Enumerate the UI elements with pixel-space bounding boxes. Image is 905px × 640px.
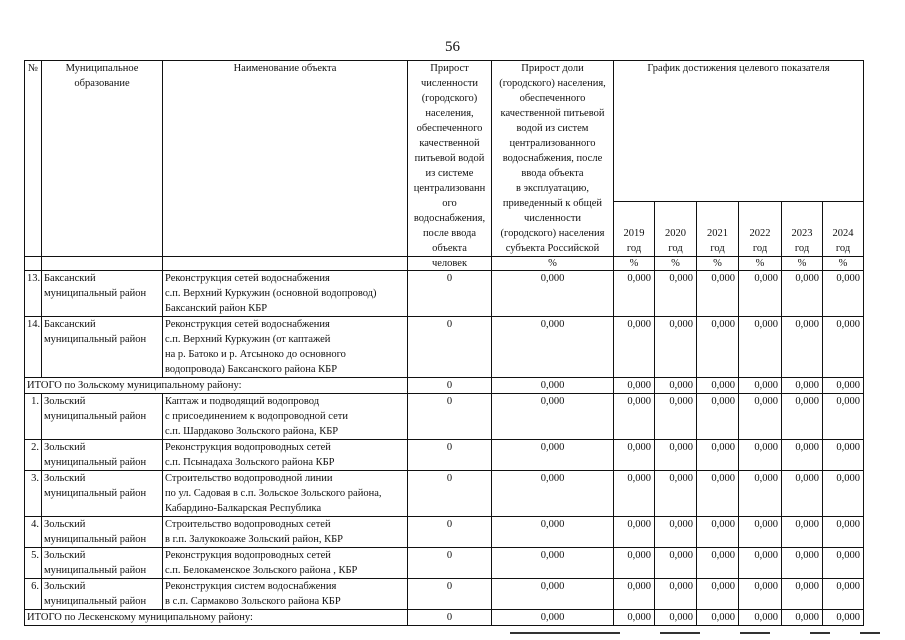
table-row: [25, 517, 864, 548]
header-population-increase: Прирост численности (городского) населения, обеспеченного качественной питьевой водой из системе централизованн ого водоснабжения, после ввода объекта: [408, 61, 492, 257]
header-object: Наименование объекта: [163, 61, 408, 257]
year-value-cell: 0,000: [655, 271, 697, 317]
population-cell: 0: [408, 610, 492, 626]
year-value-cell: 0,000: [697, 517, 739, 548]
page-number: 56: [445, 39, 460, 55]
header-year-2021: 2021 год: [697, 202, 739, 257]
year-value-cell: 0,000: [823, 579, 864, 610]
row-number: 13.: [25, 271, 42, 317]
scan-marks: [510, 632, 880, 635]
share-cell: 0,000: [492, 394, 614, 440]
table-row: [25, 440, 864, 471]
population-cell: 0: [408, 579, 492, 610]
year-value-cell: 0,000: [655, 579, 697, 610]
year-value-cell: 0,000: [823, 394, 864, 440]
unit-cell: %: [492, 257, 614, 271]
municipality-cell: Зольский муниципальный район: [42, 394, 163, 440]
row-number: 2.: [25, 440, 42, 471]
year-value-cell: 0,000: [655, 394, 697, 440]
year-value-cell: 0,000: [655, 517, 697, 548]
municipality-cell: Зольский муниципальный район: [42, 579, 163, 610]
header-year-2020: 2020 год: [655, 202, 697, 257]
year-value-cell: 0,000: [697, 317, 739, 378]
year-value-cell: 0,000: [614, 610, 655, 626]
municipality-cell: Баксанский муниципальный район: [42, 271, 163, 317]
year-value-cell: 0,000: [614, 548, 655, 579]
year-value-cell: 0,000: [697, 471, 739, 517]
year-value-cell: 0,000: [655, 440, 697, 471]
target-indicator-table: [24, 60, 864, 626]
year-value-cell: 0,000: [823, 378, 864, 394]
table-body: [25, 271, 864, 626]
year-value-cell: 0,000: [823, 517, 864, 548]
year-value-cell: 0,000: [782, 517, 823, 548]
total-label: ИТОГО по Зольскому муниципальному району:: [25, 378, 408, 394]
year-value-cell: 0,000: [739, 548, 782, 579]
total-row: [25, 378, 864, 394]
year-value-cell: 0,000: [782, 610, 823, 626]
table-row: [25, 579, 864, 610]
year-value-cell: 0,000: [697, 394, 739, 440]
share-cell: 0,000: [492, 548, 614, 579]
row-number: 5.: [25, 548, 42, 579]
year-value-cell: 0,000: [782, 440, 823, 471]
year-value-cell: 0,000: [739, 440, 782, 471]
year-value-cell: 0,000: [823, 471, 864, 517]
unit-cell: %: [655, 257, 697, 271]
year-value-cell: 0,000: [697, 440, 739, 471]
unit-cell: %: [739, 257, 782, 271]
share-cell: 0,000: [492, 271, 614, 317]
total-row: [25, 610, 864, 626]
header-year-2022: 2022 год: [739, 202, 782, 257]
year-value-cell: 0,000: [614, 517, 655, 548]
object-name-cell: Реконструкция водопроводных сетей с.п. Псынадаха Зольского района КБР: [163, 440, 408, 471]
table-row: [25, 471, 864, 517]
year-value-cell: 0,000: [739, 271, 782, 317]
year-value-cell: 0,000: [823, 610, 864, 626]
year-value-cell: 0,000: [739, 394, 782, 440]
header-year-2019: 2019 год: [614, 202, 655, 257]
header-share-increase: Прирост доли (городского) населения, обеспеченного качественной питьевой водой из систем централизованного водоснабжения, после ввода объекта в эксплуатацию, приведенный к общей численности (городского) населения субъекта Российской: [492, 61, 614, 257]
header-municipality: Муниципальное образование: [42, 61, 163, 257]
row-number: 4.: [25, 517, 42, 548]
year-value-cell: 0,000: [782, 548, 823, 579]
year-value-cell: 0,000: [655, 471, 697, 517]
year-value-cell: 0,000: [823, 440, 864, 471]
municipality-cell: Зольский муниципальный район: [42, 548, 163, 579]
year-value-cell: 0,000: [655, 548, 697, 579]
municipality-cell: Зольский муниципальный район: [42, 440, 163, 471]
unit-cell: %: [697, 257, 739, 271]
year-value-cell: 0,000: [614, 471, 655, 517]
year-value-cell: 0,000: [739, 378, 782, 394]
share-cell: 0,000: [492, 471, 614, 517]
share-cell: 0,000: [492, 610, 614, 626]
year-value-cell: 0,000: [655, 317, 697, 378]
year-value-cell: 0,000: [697, 271, 739, 317]
year-value-cell: 0,000: [739, 579, 782, 610]
population-cell: 0: [408, 517, 492, 548]
year-value-cell: 0,000: [782, 271, 823, 317]
municipality-cell: Баксанский муниципальный район: [42, 317, 163, 378]
share-cell: 0,000: [492, 579, 614, 610]
year-value-cell: 0,000: [782, 378, 823, 394]
header-year-2024: 2024 год: [823, 202, 864, 257]
row-number: 1.: [25, 394, 42, 440]
object-name-cell: Каптаж и подводящий водопровод с присоединением к водопроводной сети с.п. Шардаково Зольского района, КБР: [163, 394, 408, 440]
header-schedule: График достижения целевого показателя: [614, 61, 864, 202]
year-value-cell: 0,000: [614, 394, 655, 440]
table-row: [25, 271, 864, 317]
year-value-cell: 0,000: [782, 579, 823, 610]
year-value-cell: 0,000: [655, 378, 697, 394]
year-value-cell: 0,000: [655, 610, 697, 626]
share-cell: 0,000: [492, 440, 614, 471]
total-label: ИТОГО по Лескенскому муниципальному району:: [25, 610, 408, 626]
unit-cell: %: [614, 257, 655, 271]
year-value-cell: 0,000: [739, 317, 782, 378]
object-name-cell: Реконструкция водопроводных сетей с.п. Белокаменское Зольского района , КБР: [163, 548, 408, 579]
year-value-cell: 0,000: [697, 548, 739, 579]
population-cell: 0: [408, 271, 492, 317]
object-name-cell: Строительство водопроводных сетей в г.п. Залукокоаже Зольский район, КБР: [163, 517, 408, 548]
table-row: [25, 394, 864, 440]
unit-cell: %: [782, 257, 823, 271]
year-value-cell: 0,000: [782, 394, 823, 440]
year-value-cell: 0,000: [614, 579, 655, 610]
year-value-cell: 0,000: [823, 271, 864, 317]
year-value-cell: 0,000: [614, 271, 655, 317]
year-value-cell: 0,000: [614, 378, 655, 394]
year-value-cell: 0,000: [782, 471, 823, 517]
population-cell: 0: [408, 378, 492, 394]
object-name-cell: Реконструкция сетей водоснабжения с.п. Верхний Куркужин (основной водопровод) Баксанский район КБР: [163, 271, 408, 317]
population-cell: 0: [408, 548, 492, 579]
year-value-cell: 0,000: [782, 317, 823, 378]
table-row: [25, 548, 864, 579]
unit-cell: %: [823, 257, 864, 271]
row-number: 6.: [25, 579, 42, 610]
year-value-cell: 0,000: [697, 378, 739, 394]
municipality-cell: Зольский муниципальный район: [42, 471, 163, 517]
row-number: 14.: [25, 317, 42, 378]
year-value-cell: 0,000: [739, 610, 782, 626]
year-value-cell: 0,000: [739, 471, 782, 517]
share-cell: 0,000: [492, 317, 614, 378]
share-cell: 0,000: [492, 517, 614, 548]
table-row: [25, 317, 864, 378]
year-value-cell: 0,000: [739, 517, 782, 548]
year-value-cell: 0,000: [823, 548, 864, 579]
population-cell: 0: [408, 440, 492, 471]
units-row: [25, 257, 864, 271]
unit-cell: человек: [408, 257, 492, 271]
year-value-cell: 0,000: [614, 317, 655, 378]
row-number: 3.: [25, 471, 42, 517]
year-value-cell: 0,000: [823, 317, 864, 378]
object-name-cell: Реконструкция сетей водоснабжения с.п. Верхний Куркужин (от каптажей на р. Батоко и р. Атсыноко до основного водопровода) Баксанского района КБР: [163, 317, 408, 378]
header-year-2023: 2023 год: [782, 202, 823, 257]
share-cell: 0,000: [492, 378, 614, 394]
population-cell: 0: [408, 317, 492, 378]
population-cell: 0: [408, 394, 492, 440]
year-value-cell: 0,000: [697, 579, 739, 610]
object-name-cell: Строительство водопроводной линии по ул. Садовая в с.п. Зольское Зольского района, Кабардино-Балкарская Республика: [163, 471, 408, 517]
header-no: №: [25, 61, 42, 257]
object-name-cell: Реконструкция систем водоснабжения в с.п. Сармаково Зольского района КБР: [163, 579, 408, 610]
municipality-cell: Зольский муниципальный район: [42, 517, 163, 548]
year-value-cell: 0,000: [614, 440, 655, 471]
year-value-cell: 0,000: [697, 610, 739, 626]
population-cell: 0: [408, 471, 492, 517]
